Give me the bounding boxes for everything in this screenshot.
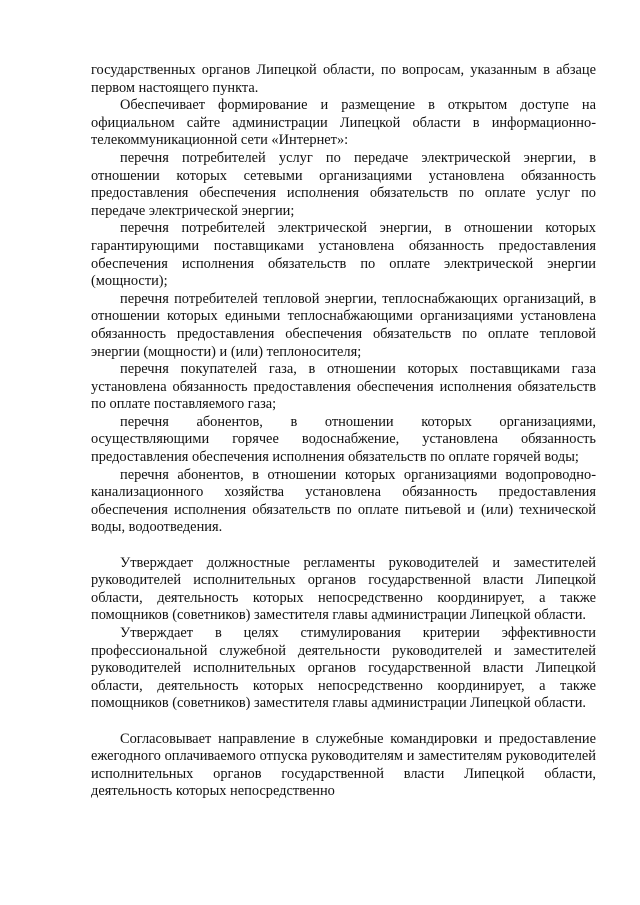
list-item-water-subscribers: перечня абонентов, в отношении которых организациями водопроводно-канализационного хозяйства установлена обязанность предоставления обеспечения исполнения обязательств по оплате питьевой и (или) технической воды, водоотведения.: [91, 466, 596, 536]
paragraph-efficiency-criteria: Утверждает в целях стимулирования критерии эффективности профессиональной служебной деятельности руководителей и заместителей руководителей исполнительных органов государственной власти Липецкой области, деятельность которых непосредственно координирует, а также помощников (советников) заместителя главы администрации Липецкой области.: [91, 625, 596, 712]
list-item-electricity-consumers: перечня потребителей электрической энергии, в отношении которых гарантирующими поставщиками установлена обязанность предоставления обеспечения исполнения обязательств по оплате электрической энергии (мощности);: [91, 220, 596, 290]
paragraph-job-regulations: Утверждает должностные регламенты руководителей и заместителей руководителей исполнительных органов государственной власти Липецкой области, деятельность которых непосредственно координирует, а также помощников (советников) заместителя главы администрации Липецкой области.: [91, 554, 596, 624]
list-item-electricity-transmission: перечня потребителей услуг по передаче электрической энергии, в отношении которых сетевыми организациями установлена обязанность предоставления обеспечения исполнения обязательств по оплате услуг по передаче электрической энергии;: [91, 149, 596, 219]
document-body: [91, 62, 596, 801]
list-item-heat-consumers: перечня потребителей тепловой энергии, теплоснабжающих организаций, в отношении которых едиными теплоснабжающими организациями установлена обязанность предоставления обеспечения обязательств по оплате тепловой энергии (мощности) и (или) теплоносителя;: [91, 290, 596, 360]
list-item-gas-buyers: перечня покупателей газа, в отношении которых поставщиками газа установлена обязанность предоставления обеспечения исполнения обязательств по оплате поставляемого газа;: [91, 361, 596, 413]
paragraph-publication-duty: Обеспечивает формирование и размещение в открытом доступе на официальном сайте администрации Липецкой области в информационно-телекоммуникационной сети «Интернет»:: [91, 97, 596, 149]
paragraph-business-trips: Согласовывает направление в служебные командировки и предоставление ежегодного оплачиваемого отпуска руководителям и заместителям руководителей исполнительных органов государственной власти Липецкой области, деятельность которых непосредственно: [91, 730, 596, 800]
paragraph-continuation: государственных органов Липецкой области, по вопросам, указанным в абзаце первом настоящего пункта.: [91, 62, 596, 96]
list-item-hot-water-subscribers: перечня абонентов, в отношении которых организациями, осуществляющими горячее водоснабжение, установлена обязанность предоставления обеспечения исполнения обязательств по оплате горячей воды;: [91, 413, 596, 466]
